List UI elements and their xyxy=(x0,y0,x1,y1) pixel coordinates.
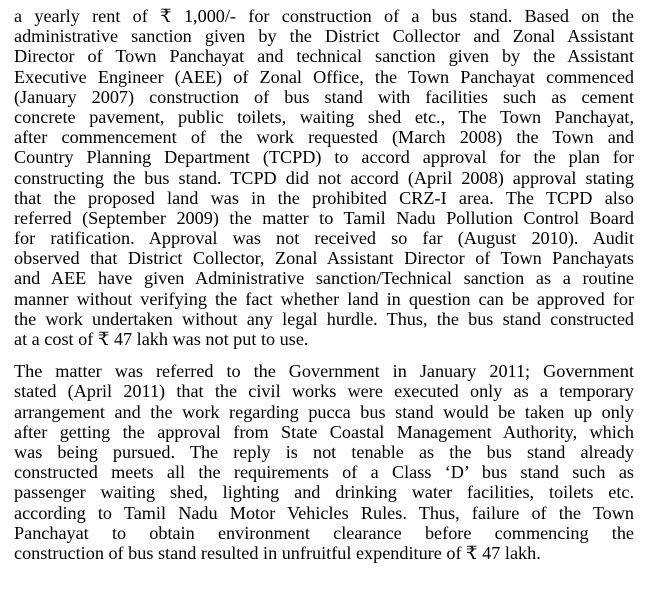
text-line: the work undertaken without any legal hurdle. Thus, the bus stand constructed xyxy=(14,308,634,329)
text-line: at a cost of ₹ 47 lakh was not put to use. xyxy=(14,329,309,349)
text-line: Country Planning Department (TCPD) to accord approval for the plan for xyxy=(14,147,634,168)
text-line: observed that District Collector, Zonal Assistant Director of Town Panchayats xyxy=(14,248,634,269)
text-line: manner without verifying the fact whether land in question can be approved for xyxy=(14,288,634,309)
text-line: constructed meets all the requirements of a Class ‘D’ bus stand such as xyxy=(14,462,634,483)
text-line: after commencement of the work requested (March 2008) the Town and xyxy=(14,127,634,148)
text-line: concrete pavement, public toilets, waiting shed etc., The Town Panchayat, xyxy=(14,106,634,127)
text-line: that the proposed land was in the prohibited CRZ-I area. The TCPD also xyxy=(14,187,634,208)
text-line: The matter was referred to the Government in January 2011; Government xyxy=(14,361,634,382)
text-line: a yearly rent of ₹ 1,000/- for construction of a bus stand. Based on the xyxy=(14,6,634,26)
text-line: and AEE have given Administrative sanction/Technical sanction as a routine xyxy=(14,268,634,289)
text-line: (January 2007) construction of bus stand with facilities such as cement xyxy=(14,86,634,107)
text-line: for ratification. Approval was not received so far (August 2010). Audit xyxy=(14,228,634,249)
text-line: was being pursued. The reply is not tenable as the bus stand already xyxy=(14,441,634,462)
document-page xyxy=(14,6,634,563)
text-line: passenger waiting shed, lighting and drinking water facilities, toilets etc. xyxy=(14,482,634,503)
text-line: Panchayat to obtain environment clearance before commencing the xyxy=(14,522,634,543)
text-line: arrangement and the work regarding pucca bus stand would be taken up only xyxy=(14,401,634,422)
text-line: administrative sanction given by the District Collector and Zonal Assistant xyxy=(14,26,634,47)
text-line: construction of bus stand resulted in unfruitful expenditure of ₹ 47 lakh. xyxy=(14,542,541,563)
text-line: stated (April 2011) that the civil works were executed only as a temporary xyxy=(14,381,634,402)
text-line: according to Tamil Nadu Motor Vehicles Rules. Thus, failure of the Town xyxy=(14,502,634,523)
text-line: Director of Town Panchayat and technical sanction given by the Assistant xyxy=(14,46,634,67)
paragraph-government-reply xyxy=(14,361,634,563)
text-line: after getting the approval from State Coastal Management Authority, which xyxy=(14,421,634,442)
paragraph-bus-stand-construction xyxy=(14,6,634,349)
text-line: Executive Engineer (AEE) of Zonal Office, the Town Panchayat commenced xyxy=(14,66,634,87)
text-line: constructing the bus stand. TCPD did not accord (April 2008) approval stating xyxy=(14,167,634,188)
text-line: referred (September 2009) the matter to Tamil Nadu Pollution Control Board xyxy=(14,207,634,228)
